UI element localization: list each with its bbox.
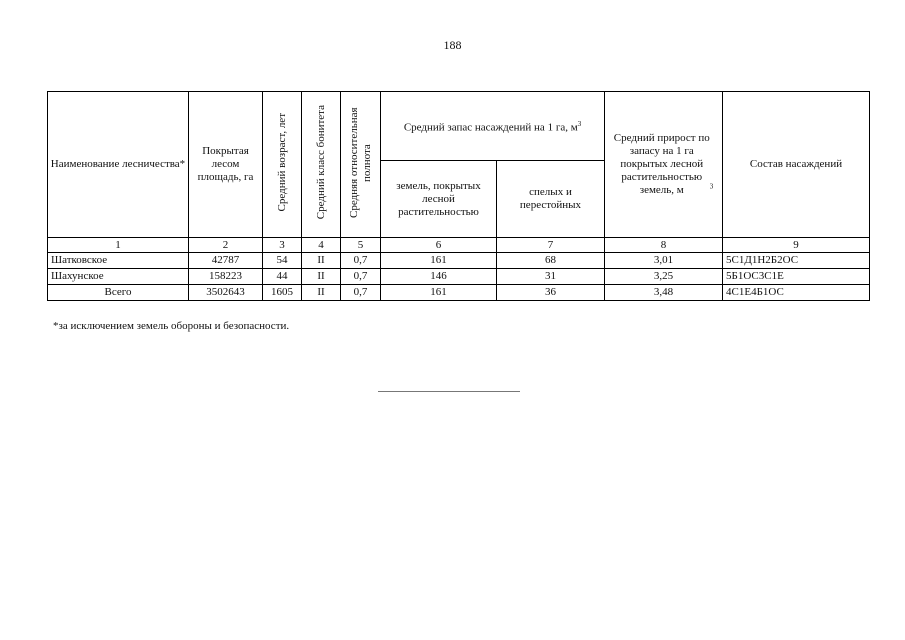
stock-covered-cell: 146 <box>381 269 497 285</box>
total-bonitet: II <box>302 285 341 301</box>
total-area: 3502643 <box>189 285 263 301</box>
table-row <box>48 269 870 285</box>
stock-covered-cell: 161 <box>381 253 497 269</box>
header-row-top <box>48 92 870 161</box>
area-cell: 158223 <box>189 269 263 285</box>
header-relative-density: Средняя относительная полнота <box>341 92 381 238</box>
area-cell: 42787 <box>189 253 263 269</box>
total-age: 1605 <box>263 285 302 301</box>
forestry-name-cell: Шатковское <box>48 253 189 269</box>
density-cell: 0,7 <box>341 269 381 285</box>
density-cell: 0,7 <box>341 253 381 269</box>
footnote: *за исключением земель обороны и безопасности. <box>53 320 290 332</box>
column-number: 5 <box>341 238 381 253</box>
total-row <box>48 285 870 301</box>
total-stock-mature: 36 <box>497 285 605 301</box>
growth-cell: 3,25 <box>605 269 723 285</box>
column-number: 6 <box>381 238 497 253</box>
column-number-row <box>48 238 870 253</box>
column-number: 7 <box>497 238 605 253</box>
header-average-growth: Средний прирост по запасу на 1 га покрытых лесной растительностью земель, м $^3$ <box>605 92 723 238</box>
total-composition: 4С1Е4Б1ОС <box>723 285 870 301</box>
header-average-age: Средний возраст, лет <box>263 92 302 238</box>
header-average-stock-group: Средний запас насаждений на 1 га, $м^3$ <box>381 92 605 161</box>
forest-statistics-table <box>47 91 870 301</box>
column-number: 3 <box>263 238 302 253</box>
column-number: 4 <box>302 238 341 253</box>
growth-cell: 3,01 <box>605 253 723 269</box>
header-forest-area: Покрытая лесом площадь, га <box>189 92 263 238</box>
age-cell: 44 <box>263 269 302 285</box>
column-number: 1 <box>48 238 189 253</box>
column-number: 8 <box>605 238 723 253</box>
total-stock-covered: 161 <box>381 285 497 301</box>
composition-cell: 5Б1ОС3С1Е <box>723 269 870 285</box>
page-number: 188 <box>443 38 462 52</box>
total-growth: 3,48 <box>605 285 723 301</box>
bonitet-cell: II <box>302 253 341 269</box>
forestry-name-cell: Шахунское <box>48 269 189 285</box>
composition-cell: 5С1Д1Н2Б2ОС <box>723 253 870 269</box>
header-stock-mature-stands: спелых и перестойных <box>497 161 605 238</box>
header-stock-covered-lands: земель, покрытых лесной растительностью <box>381 161 497 238</box>
bonitet-cell: II <box>302 269 341 285</box>
table-row <box>48 253 870 269</box>
column-number: 9 <box>723 238 870 253</box>
stock-mature-cell: 68 <box>497 253 605 269</box>
total-density: 0,7 <box>341 285 381 301</box>
total-label: Всего <box>48 285 189 301</box>
header-stand-composition: Состав насаждений <box>723 92 870 238</box>
header-forestry-name: Наименование лесничества* <box>48 92 189 238</box>
column-number: 2 <box>189 238 263 253</box>
header-bonitet-class: Средний класс бонитета <box>302 92 341 238</box>
stock-mature-cell: 31 <box>497 269 605 285</box>
separator-line <box>378 391 520 392</box>
age-cell: 54 <box>263 253 302 269</box>
